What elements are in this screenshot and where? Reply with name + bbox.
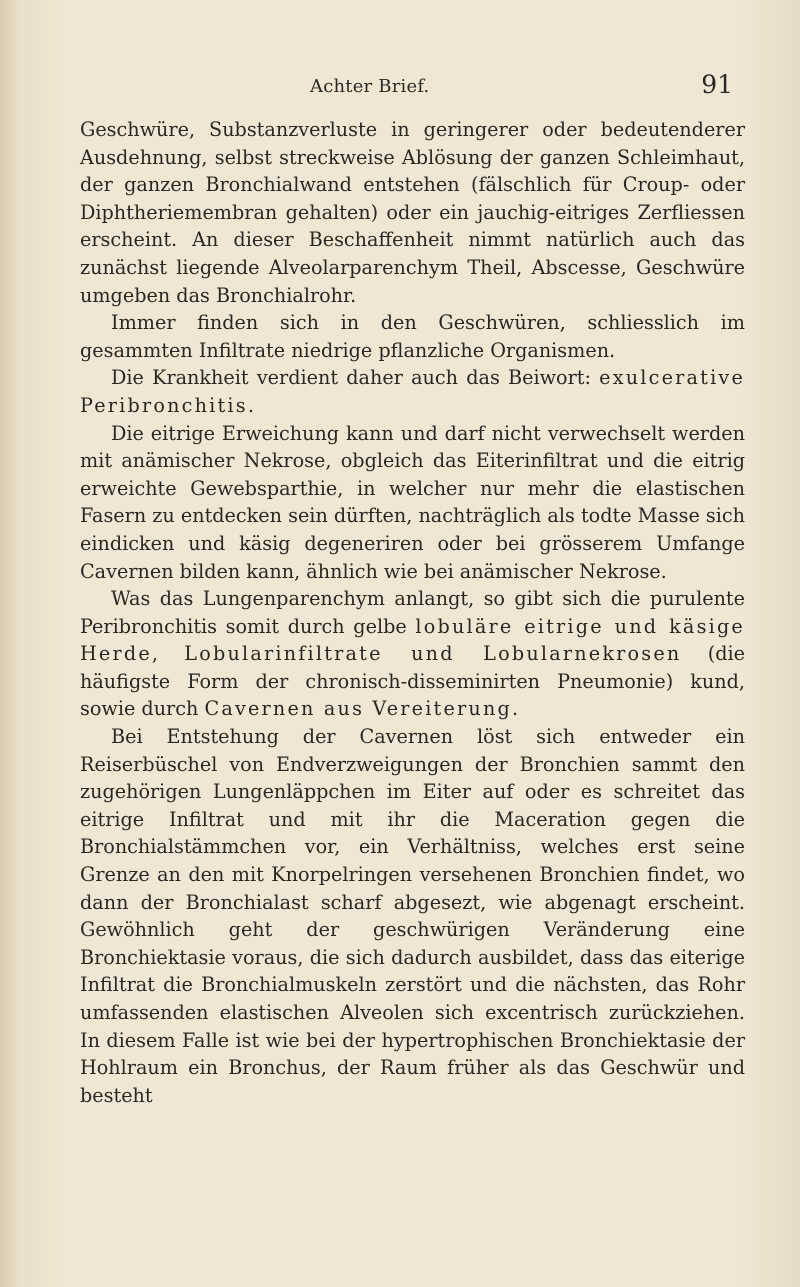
paragraph	[80, 420, 745, 586]
spaced-emphasis: exulcerative Peribronchitis	[80, 366, 745, 417]
text-run: Bei Entstehung der Cavernen löst sich entweder ein Reiserbüschel von Endverzweigungen der Bronchien sammt den zugehörigen Lungenläppchen im Eiter auf oder es schreitet das eitrige Infiltrat und mit ihr die Maceration gegen die Bronchialstämmchen vor, ein Verhältniss, welches erst seine Grenze an den mit Knorpelringen versehenen Bronchien findet, wo dann der Bronchialast scharf abgesezt, wie abgenagt erscheint. Gewöhnlich geht der geschwürigen Veränderung eine Bronchiektasie voraus, die sich dadurch ausbildet, dass das eiterige Infiltrat die Bronchialmuskeln zerstört und die nächsten, das Rohr umfassenden elastischen Alveolen sich excentrisch zurückziehen. In diesem Falle ist wie bei der hypertrophischen Bronchiektasie der Hohlraum ein Bronchus, der Raum früher als das Geschwür und besteht	[80, 725, 745, 1107]
text-run: Geschwüre, Substanzverluste in geringerer oder bedeutenderer Ausdehnung, selbst streckweise Ablösung der ganzen Schleimhaut, der ganzen Bronchialwand entstehen (fälschlich für Croup- oder Diphtheriemembran gehalten) oder ein jauchig-eitriges Zerfliessen erscheint. An dieser Beschaffenheit nimmt natürlich auch das zunächst liegende Alveolarparenchym Theil, Abscesse, Geschwüre umgeben das Bronchialrohr.	[80, 118, 745, 307]
text-run: (die häufigste Form der chronisch-disseminirten Pneumonie) kund, sowie durch	[80, 642, 745, 721]
text-run: .	[247, 393, 254, 417]
body-text	[80, 116, 745, 1109]
text-run: Was das Lungenparenchym anlangt, so gibt sich die purulente Peribronchitis somit durch gelbe	[80, 587, 745, 638]
paragraph	[80, 364, 745, 419]
spaced-emphasis: lobuläre eitrige und käsige Herde	[80, 614, 745, 666]
page-header	[80, 62, 745, 102]
paragraph	[80, 585, 745, 723]
text-run: Die eitrige Erweichung kann und darf nicht verwechselt werden mit anämischer Nekrose, obgleich das Eiterinfiltrat und die eitrig erweichte Gewebsparthie, in welcher nur mehr die elastischen Fasern zu entdecken sein dürften, nachträglich als todte Masse sich eindicken und käsig degeneriren oder bei grösserem Umfange Cavernen bilden kann, ähnlich wie bei anämischer Nekrose.	[80, 421, 745, 583]
running-head: Achter Brief.	[310, 76, 430, 97]
paragraph	[80, 309, 745, 364]
paragraph	[80, 723, 745, 1109]
text-run: Immer finden sich in den Geschwüren, schliesslich im gesammten Infiltrate niedrige pflanzliche Organismen.	[80, 311, 745, 362]
paragraph	[80, 116, 745, 309]
text-run: Die Krankheit verdient daher auch das Beiwort:	[111, 366, 600, 390]
spaced-emphasis: Lobularinfiltrate und Lobularnekrosen	[184, 642, 682, 666]
text-run: .	[512, 697, 519, 721]
book-page	[80, 62, 745, 1109]
spaced-emphasis: Cavernen aus Vereiterung	[204, 697, 512, 721]
page-number: 91	[701, 70, 733, 99]
text-run: ,	[151, 642, 185, 666]
